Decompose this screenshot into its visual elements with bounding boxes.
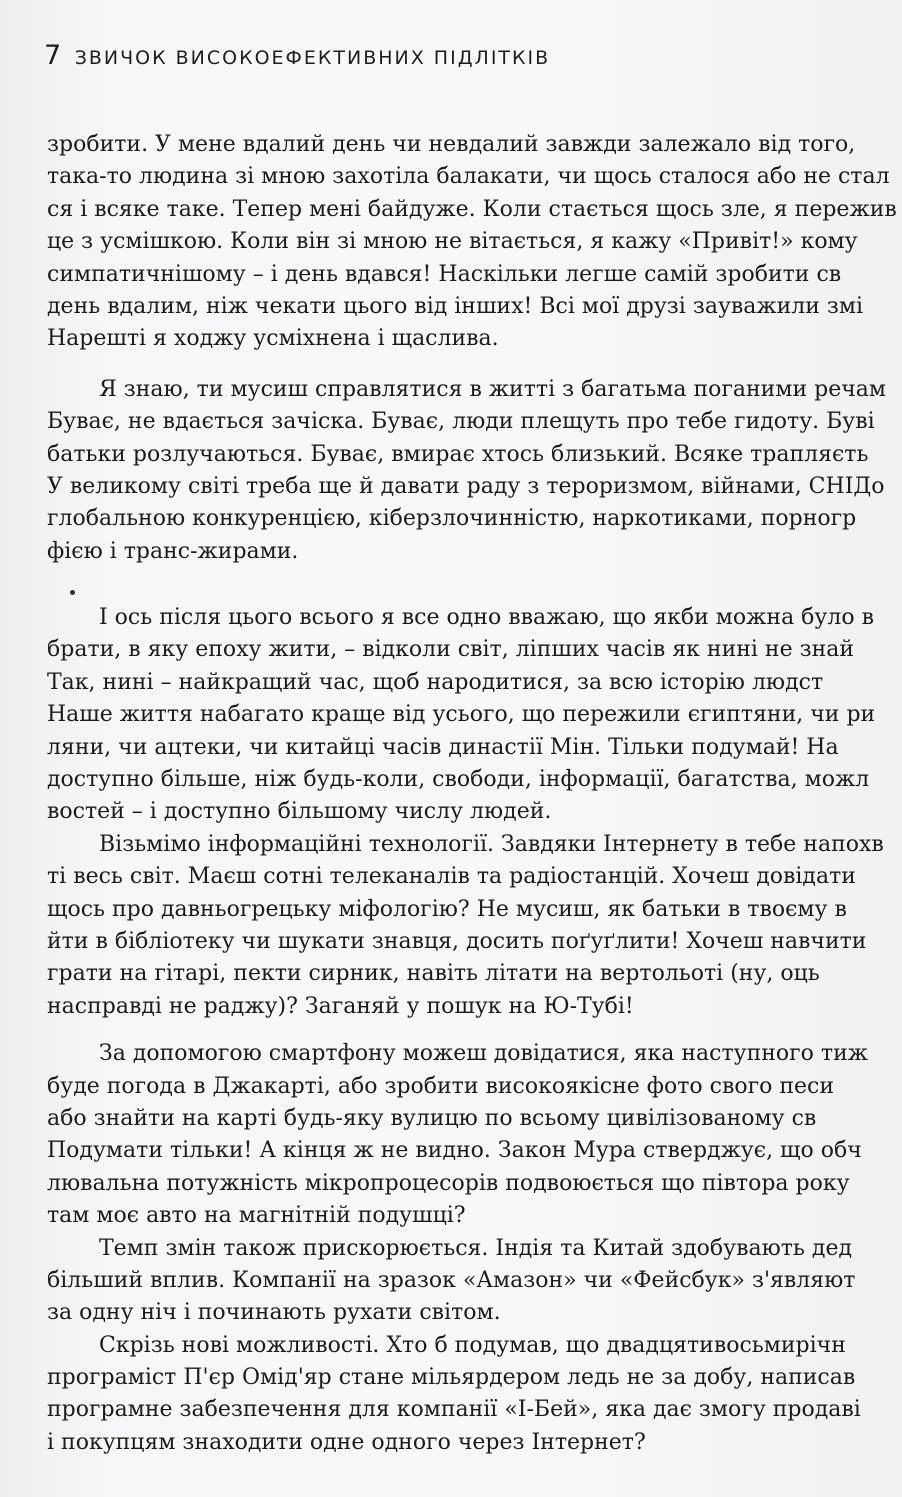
text-line: Темп змін також прискорюється. Індія та Китай здобувають дед <box>99 1235 853 1261</box>
paragraph <box>47 829 902 1023</box>
text-line: Буває, не вдається зачіска. Буває, люди плещуть про тебе гидоту. Буві <box>47 409 875 435</box>
text-line: щось про давньогрецьку міфологію? Не мусиш, як батьки в твоєму в <box>47 896 847 922</box>
text-line: буде погода в Джакарті, або зробити високоякісне фото свого песи <box>47 1073 835 1099</box>
text-line: програміст П'єр Омід'яр стане мільярдером ледь не за добу, написав <box>47 1365 856 1391</box>
paragraph <box>47 1330 902 1460</box>
text-line: Подумати тільки! А кінця ж не видно. Закон Мура стверджує, що обч <box>47 1138 862 1164</box>
text-line: доступно більше, ніж будь-коли, свободи, інформації, багатства, можл <box>47 767 870 793</box>
text-line: фією і транс-жирами. <box>47 538 299 564</box>
text-line: батьки розлучаються. Буває, вмирає хтось близький. Всяке трапляєть <box>47 441 869 467</box>
text-line: Так, нині – найкращий час, щоб народитися, за всю історію людст <box>47 669 824 695</box>
text-line: і покупцям знаходити одне одного через Інтернет? <box>47 1429 646 1455</box>
text-line: ті весь світ. Маєш сотні телеканалів та радіостанцій. Хочеш довідати <box>47 864 856 890</box>
text-line: востей – і доступно більшому числу людей. <box>47 799 552 825</box>
text-line: Наше життя набагато краще від усього, що пережили єгиптяни, чи ри <box>47 702 876 728</box>
text-line: глобальною конкуренцією, кіберзлочинністю, наркотиками, порногр <box>47 506 857 532</box>
text-line: І ось після цього всього я все одно вважаю, що якби можна було в <box>99 605 874 631</box>
text-line: грати на гітарі, пекти сирник, навіть літати на вертольоті (ну, оць <box>47 961 820 987</box>
text-line: за одну ніч і починають рухати світом. <box>47 1300 501 1326</box>
text-line: Візьмімо інформаційні технології. Завдяки Інтернету в тебе напохв <box>99 831 884 857</box>
text-line: Я знаю, ти мусиш справлятися в житті з багатьма поганими речам <box>99 376 886 402</box>
text-line: або знайти на карті будь-яку вулицю по всьому цивілізованому св <box>47 1105 817 1131</box>
paragraph <box>47 1038 902 1232</box>
text-line: більший вплив. Компанії на зразок «Амазон» чи «Фейсбук» з'являют <box>47 1267 856 1293</box>
text-line: ся і всяке таке. Тепер мені байдуже. Коли стається щось зле, я пережив <box>47 196 897 222</box>
paragraph <box>47 374 902 568</box>
book-title: ЗВИЧОК ВИСОКОЕФЕКТИВНИХ ПІДЛІТКІВ <box>74 47 551 69</box>
text-line: програмне забезпечення для компанії «І-Бей», яка дає змогу продаві <box>47 1397 861 1423</box>
page-number: 7 <box>44 40 63 71</box>
text-line: У великому світі треба ще й давати раду з тероризмом, війнами, СНІДо <box>47 473 885 499</box>
text-line: Скрізь нові можливості. Хто б подумав, що двадцятивосьмирічн <box>99 1332 846 1358</box>
text-line: ляни, чи ацтеки, чи китайці часів династії Мін. Тільки подумай! На <box>47 734 839 760</box>
running-header <box>44 40 550 71</box>
text-line: йти в бібліотеку чи шукати знавця, досить поґуґлити! Хочеш навчити <box>47 928 867 954</box>
paragraph <box>47 602 902 829</box>
text-line: насправді не раджу)? Заганяй у пошук на Ю-Тубі! <box>47 993 634 1019</box>
text-line: лювальна потужність мікропроцесорів подвоюється що півтора року <box>47 1170 850 1196</box>
text-line: Нарешті я ходжу усміхнена і щаслива. <box>47 326 499 352</box>
text-line: зробити. У мене вдалий день чи невдалий завжди залежало від того, <box>47 132 856 157</box>
text-line: така-то людина зі мною захотіла балакати, чи щось сталося або не стал <box>47 164 890 190</box>
body-text <box>47 129 902 1459</box>
paragraph <box>47 129 902 356</box>
text-line: це з усмішкою. Коли він зі мною не вітається, я кажу «Привіт!» кому <box>47 229 858 255</box>
text-line: За допомогою смартфону можеш довідатися, яка наступного тиж <box>99 1041 868 1067</box>
text-line: брати, в яку епоху жити, – відколи світ, ліпших часів як нині не знай <box>47 637 855 663</box>
text-line: там моє авто на магнітній подушці? <box>47 1203 466 1229</box>
text-line: симпатичнішому – і день вдався! Наскільки легше самій зробити св <box>47 261 842 287</box>
text-line: день вдалим, ніж чекати цього від інших! Всі мої друзі зауважили змі <box>47 293 864 319</box>
paragraph <box>47 1233 902 1330</box>
